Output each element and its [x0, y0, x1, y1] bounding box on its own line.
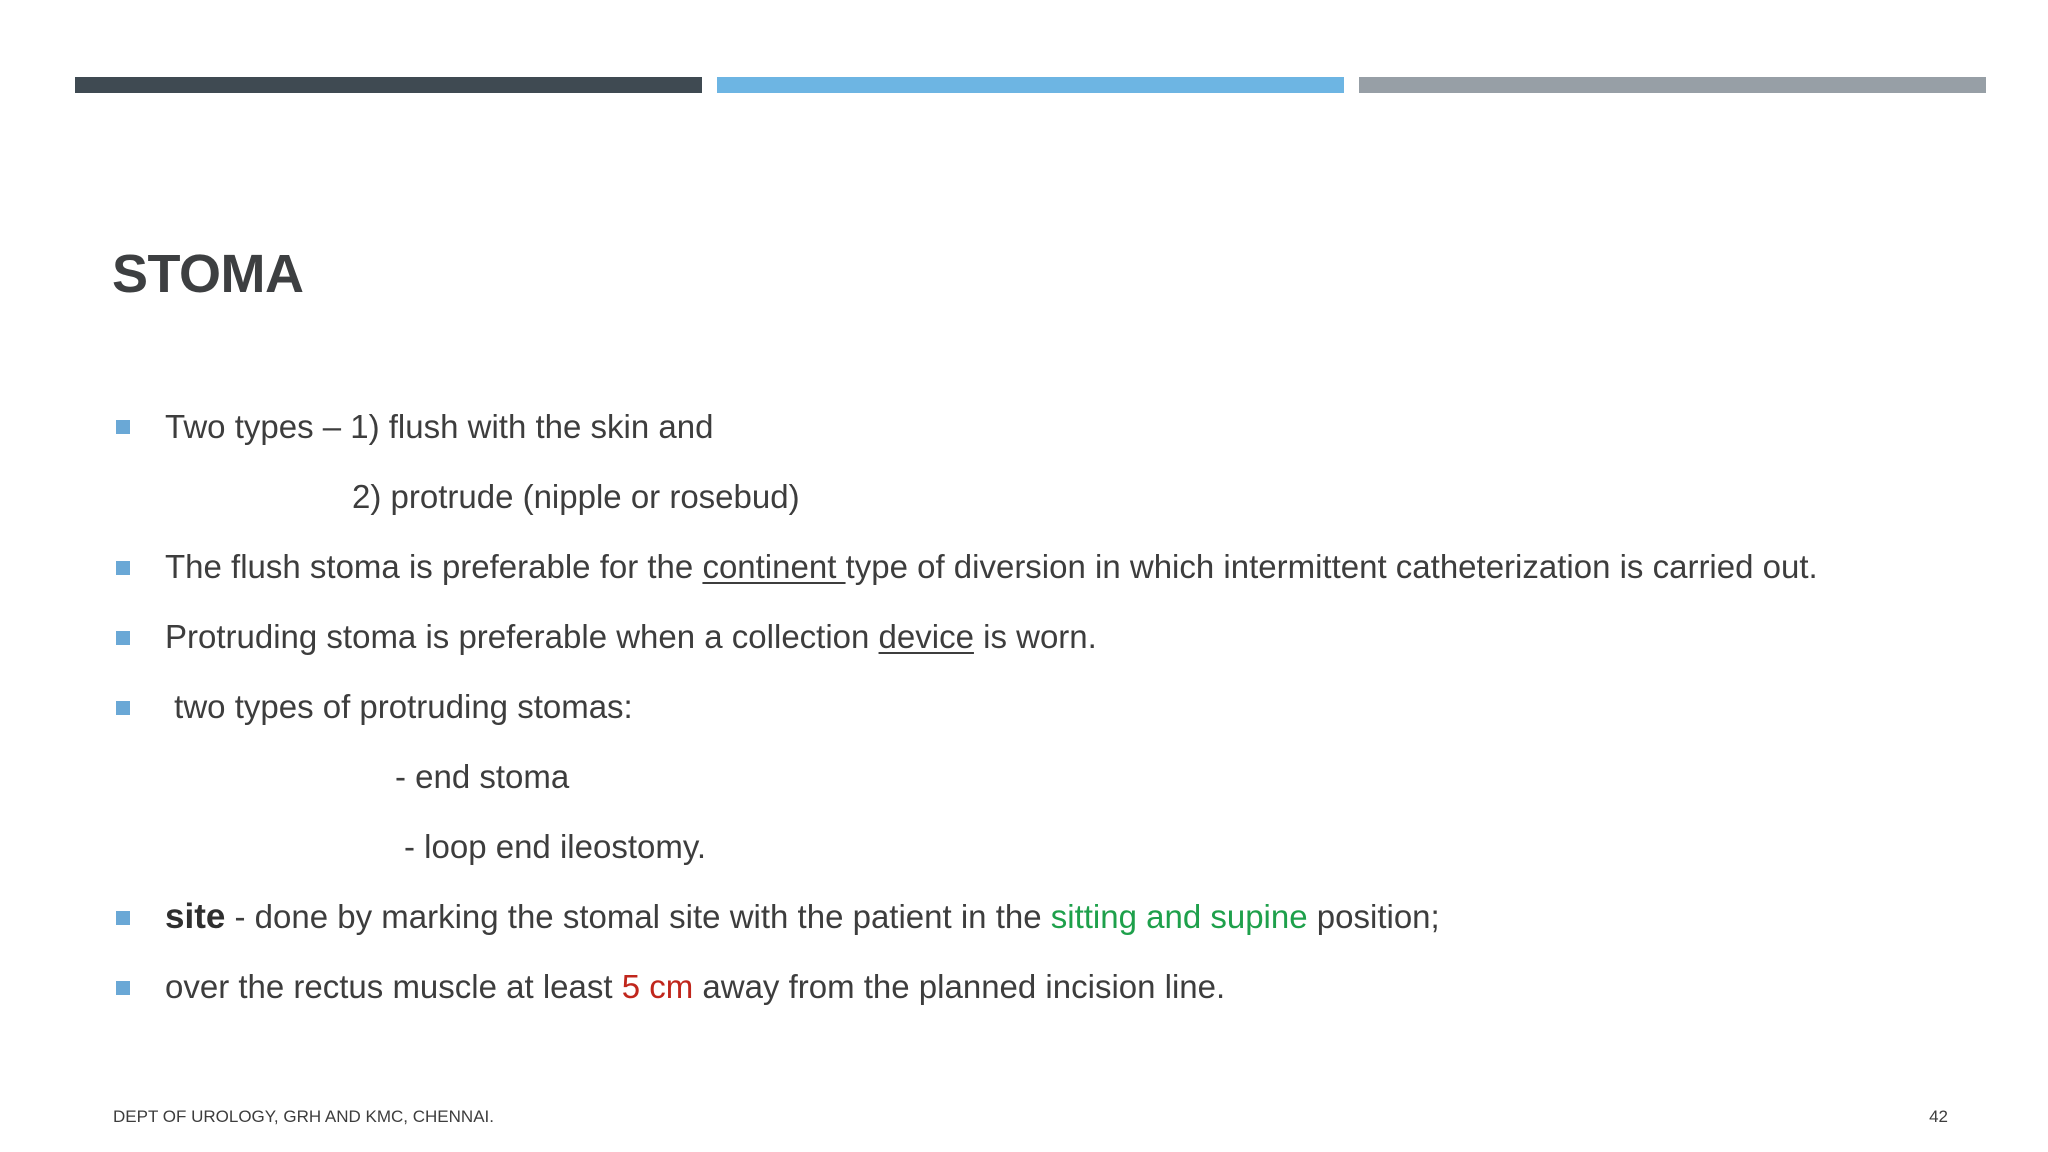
- slide-title: STOMA: [112, 244, 304, 304]
- bullet-square-icon: [116, 911, 130, 925]
- bullet-square-icon: [116, 701, 130, 715]
- bullet-line-5: [165, 687, 633, 727]
- sub-line-6: [395, 757, 569, 797]
- line-8-bold: site: [165, 897, 226, 936]
- header-bar-dark: [75, 77, 702, 93]
- line-4-pre: Protruding stoma is preferable when a collection: [165, 618, 879, 655]
- footer-department: DEPT OF UROLOGY, GRH AND KMC, CHENNAI.: [113, 1107, 494, 1126]
- bullet-line-8: [165, 897, 1440, 937]
- line-2-text: 2) protrude (nipple or rosebud): [352, 478, 800, 515]
- bullet-line-4: [165, 617, 1097, 657]
- bullet-line-3: [165, 547, 1818, 587]
- line-7-text: - loop end ileostomy.: [404, 828, 707, 865]
- line-4-post: is worn.: [973, 618, 1097, 655]
- line-3-post: type of diversion in which intermittent catheterization is carried out.: [845, 548, 1818, 585]
- line-8-pre: - done by marking the stomal site with the patient in the: [225, 898, 1051, 935]
- line-8-post: position;: [1307, 898, 1440, 935]
- sub-line-2: [352, 477, 800, 517]
- line-5-text: two types of protruding stomas:: [165, 688, 633, 725]
- sub-line-7: [404, 827, 706, 867]
- bullet-line-9: [165, 967, 1225, 1007]
- line-8-highlight: sitting and supine: [1050, 898, 1308, 935]
- page-number: 42: [1929, 1107, 1948, 1126]
- header-bar-blue: [717, 77, 1344, 93]
- line-9-pre: over the rectus muscle at least: [165, 968, 622, 1005]
- line-3-underlined: continent: [702, 548, 846, 585]
- bullet-square-icon: [116, 420, 130, 434]
- header-bar-gray: [1359, 77, 1986, 93]
- bullet-square-icon: [116, 981, 130, 995]
- line-4-underlined: device: [878, 618, 974, 655]
- bullet-square-icon: [116, 561, 130, 575]
- bullet-square-icon: [116, 631, 130, 645]
- line-6-text: - end stoma: [395, 758, 570, 795]
- line-9-post: away from the planned incision line.: [693, 968, 1226, 1005]
- line-1-text: Two types – 1) flush with the skin and: [165, 408, 714, 445]
- line-3-pre: The flush stoma is preferable for the: [165, 548, 703, 585]
- line-9-highlight: 5 cm: [621, 968, 694, 1005]
- bullet-line-1: [165, 407, 713, 447]
